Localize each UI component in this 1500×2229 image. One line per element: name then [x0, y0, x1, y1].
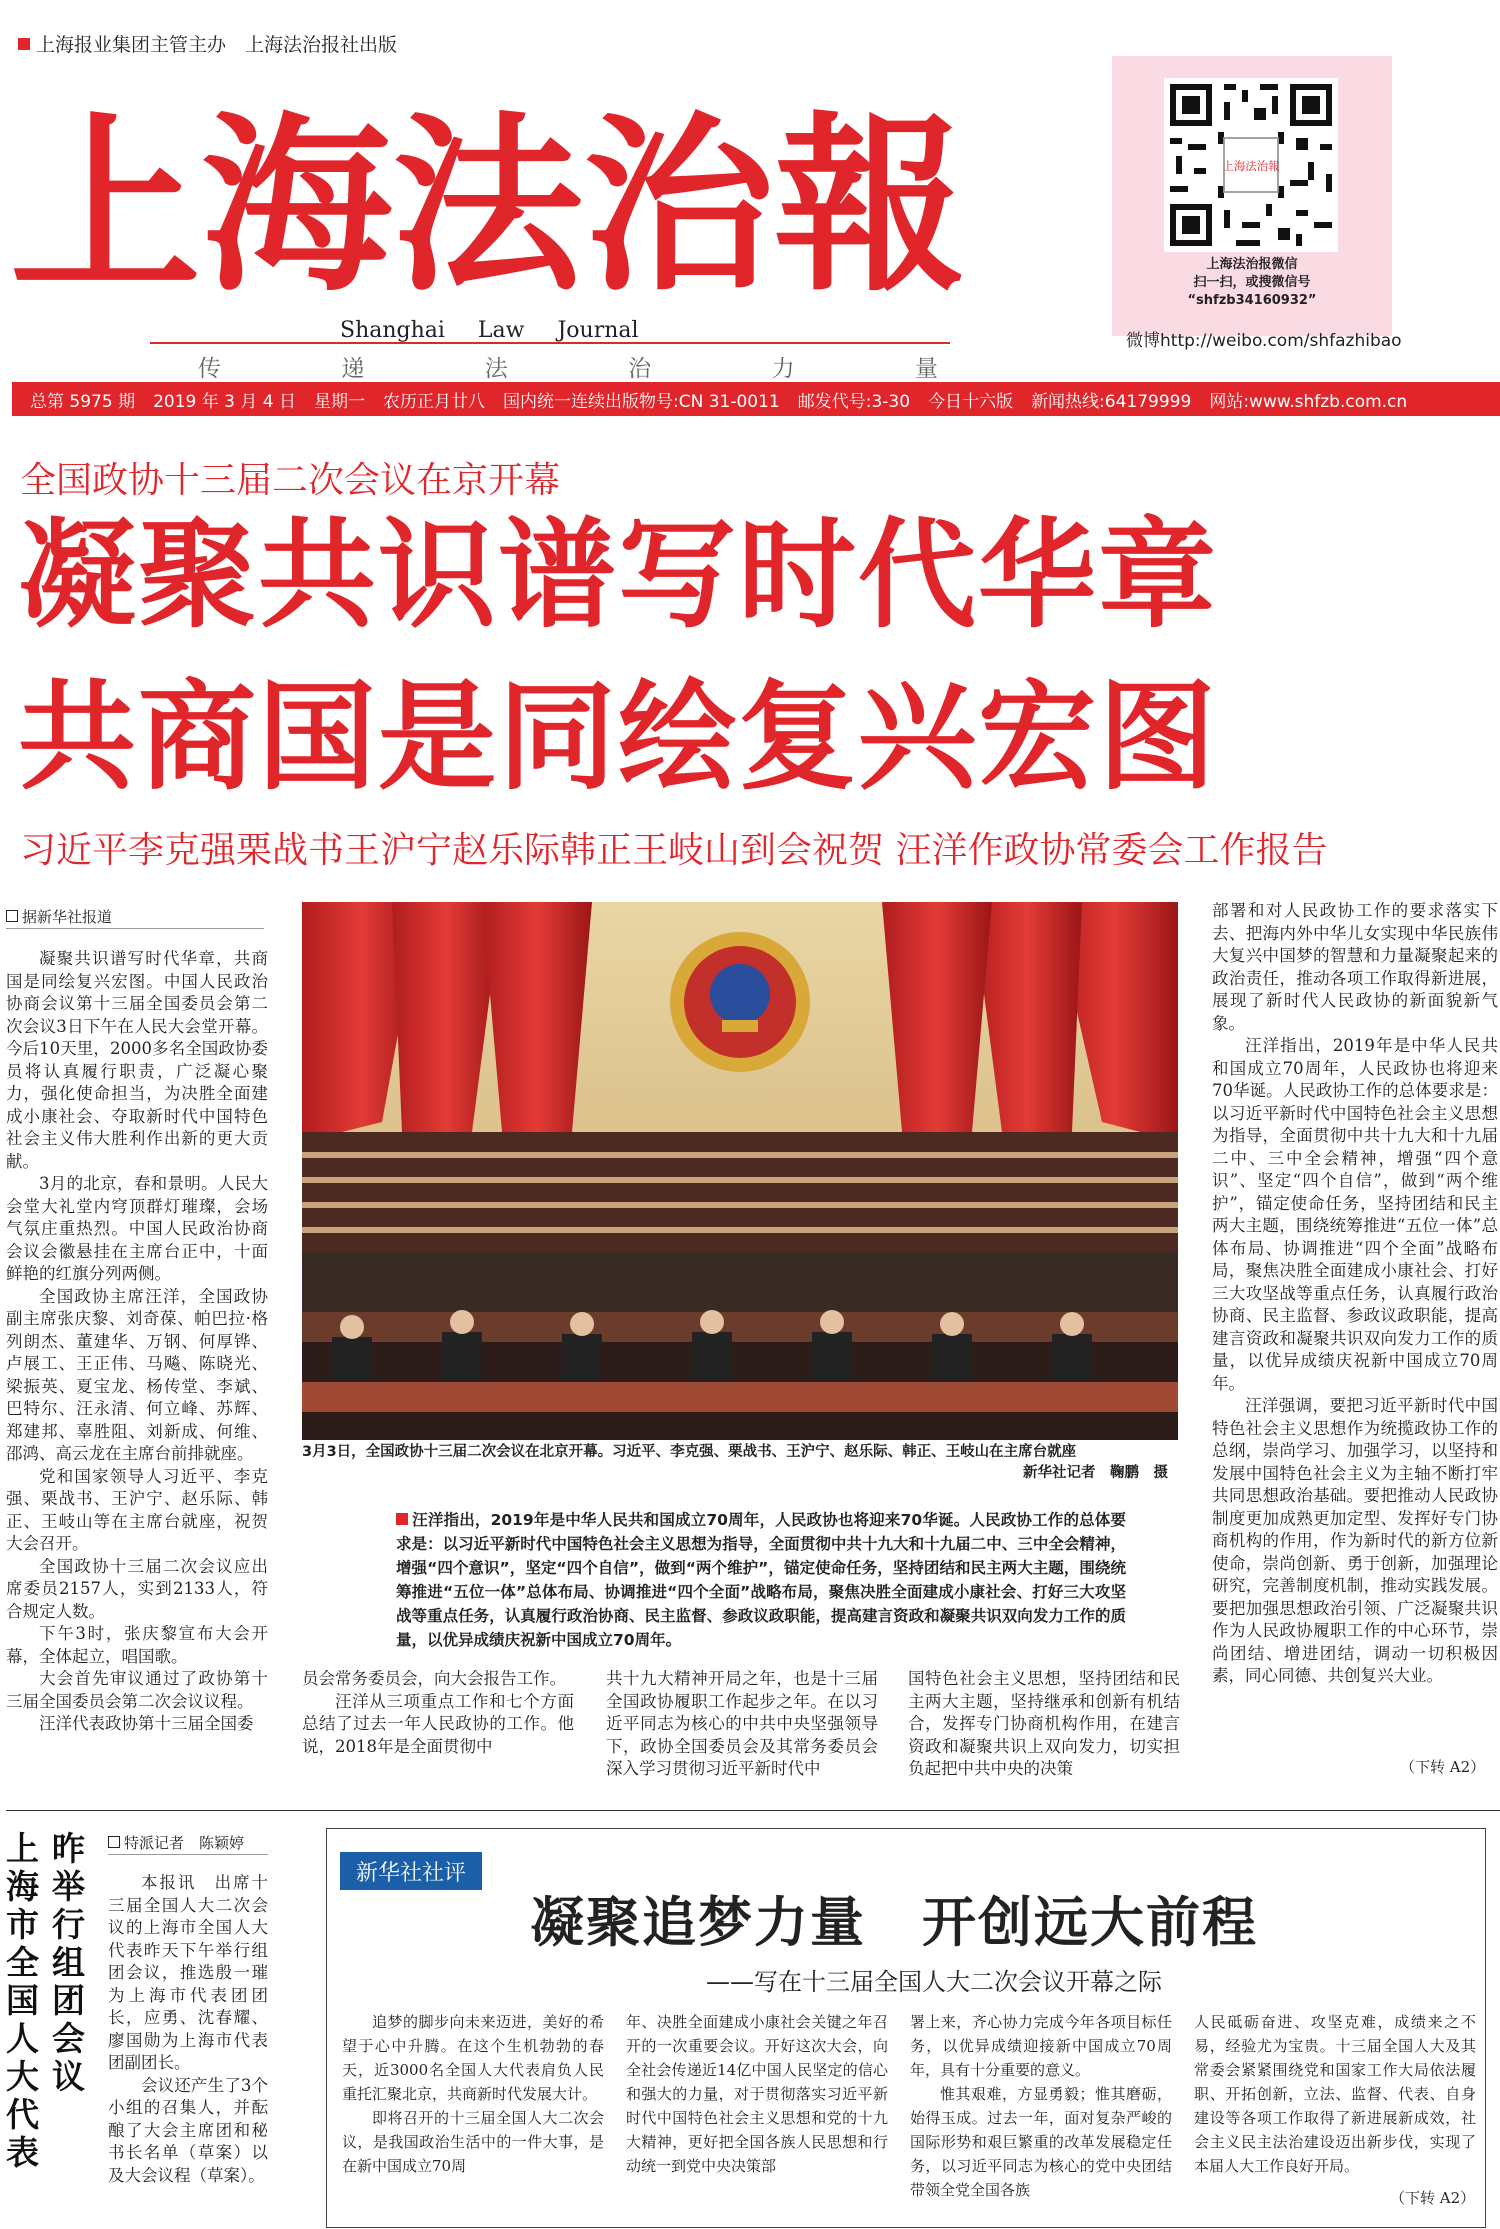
lead-column-2: 员会常务委员会，向大会报告工作。 汪洋从三项重点工作和七个方面总结了过去一年人民政协的工作。他说，2018年是全面贯彻中 [302, 1669, 574, 1756]
weibo-link[interactable]: 微博http://weibo.com/shfazhibao [1126, 331, 1402, 351]
lead-kicker: 全国政协十三届二次会议在京开幕 [20, 460, 561, 501]
section-divider [6, 1810, 1500, 1811]
publisher-line: 上海报业集团主管主办 上海法治报社出版 [18, 30, 397, 57]
qr-caption: 上海法治报微信 扫一扫，或搜微信号 “shfzb34160932” [1187, 257, 1317, 308]
lead-headline-1[interactable]: 凝聚共识谱写时代华章 [18, 506, 1219, 644]
qr-code-icon[interactable] [1164, 78, 1338, 252]
editorial-subtitle: ——写在十三届全国人大二次会议开幕之际 [706, 1968, 1162, 1996]
side-story-body: 本报讯 出席十三届全国人大二次会议的上海市全国人大代表昨天下午举行组团会议，推选殷一璀为上海市代表团团长，应勇、沈春耀、廖国勋为上海市代表团副团长。 会议还产生了3个小组的召集人，并酝酿了大会主席团和秘书长名单（草案）以及大会议程（草案）。 [108, 1873, 268, 2185]
side-story-byline: 特派记者 陈颖婷 [108, 1832, 244, 1853]
red-square-icon [18, 38, 30, 50]
continued-note: （下转 A2） [1400, 1758, 1486, 1776]
lead-column-3: 共十九大精神开局之年，也是十三届全国政协履职工作起步之年。在以习近平同志为核心的中共中央坚强领导下，政协全国委员会及其常务委员会深入学习贯彻习近平新时代中 [606, 1669, 878, 1778]
editorial-column-1: 追梦的脚步向未来迈进，美好的希望于心中升腾。在这个生机勃勃的春天，近3000名全国人大代表肩负人民重托汇聚北京，共商新时代发展大计。 即将召开的十三届全国人大二次会议，是我国政治生活中的一件大事，是在新中国成立70周 [342, 2013, 604, 2175]
lead-subheadline: 习近平李克强栗战书王沪宁赵乐际韩正王岐山到会祝贺 汪洋作政协常委会工作报告 [20, 830, 1328, 871]
qr-logo-text: 上海法治報 [1222, 158, 1280, 173]
side-story-title-1[interactable]: 昨举行组团会议 [52, 1829, 85, 2096]
box-icon [6, 910, 18, 922]
photo-caption: 3月3日，全国政协十三届二次会议在北京开幕。习近平、李克强、栗战书、王沪宁、赵乐际、韩正、王岐山在主席台就座 新华社记者 鞠鹏 摄 [302, 1442, 1178, 1484]
lead-photo[interactable] [302, 902, 1178, 1440]
website-link[interactable]: 网站:www.shfzb.com.cn [1209, 391, 1408, 412]
byline: 据新华社报道 [6, 906, 112, 927]
lead-column-1: 凝聚共识谱写时代华章，共商国是同绘复兴宏图。中国人民政治协商会议第十三届全国委员会第二次会议3日下午在人民大会堂开幕。今后10天里，2000多名全国政协委员将认真履行职责，广泛凝心聚力，强化使命担当，为决胜全面建成小康社会、夺取新时代中国特色社会主义伟大胜利作出新的更大贡献。 3月的北京，春和景明。人民大会堂大礼堂内穹顶群灯璀璨，会场气氛庄重热烈。中国人民政治协商会议会徽悬挂在主席台正中，十面鲜艳的红旗分列两侧。 全国政协主席汪洋，全国政协副主席张庆黎、刘奇葆、帕巴拉·格列朗杰、董建华、万钢、何厚铧、卢展工、王正伟、马飚、陈晓光、梁振英、夏宝龙、杨传堂、李斌、巴特尔、汪永清、何立峰、苏辉、郑建邦、辜胜阻、刘新成、何维、邵鸿、高云龙在主席台前排就座。 党和国家领导人习近平、李克强、栗战书、王沪宁、赵乐际、韩正、王岐山等在主席台就座，祝贺大会召开。 全国政协十三届二次会议应出席委员2157人，实到2133人，符合规定人数。 下午3时，张庆黎宣布大会开幕，全体起立，唱国歌。 大会首先审议通过了政协第十三届全国委员会第二次会议议程。 汪洋代表政协第十三届全国委 [6, 949, 268, 1733]
divider [6, 928, 264, 929]
lead-column-4: 国特色社会主义思想，坚持团结和民主两大主题，坚持继承和创新有机结合，发挥专门协商机构作用，在建言资政和凝聚共识上双向发力，切实担负起把中共中央的决策 [908, 1669, 1180, 1778]
issue-info-bar: 总第 5975 期 2019 年 3 月 4 日 星期一 农历正月廿八 国内统一连续出版物号:CN 31-0011 邮发代号:3-30 今日十六版 新闻热线:64179999 网站:www.shfzb.com.cn [12, 382, 1500, 416]
red-square-icon [396, 1513, 408, 1525]
editorial-title[interactable]: 凝聚追梦力量 开创远大前程 [530, 1891, 1258, 1954]
lead-headline-2[interactable]: 共商国是同绘复兴宏图 [18, 668, 1219, 806]
english-title: Shanghai Law Journal [340, 318, 639, 343]
divider [108, 1854, 268, 1855]
editorial-tag: 新华社社评 [340, 1852, 482, 1890]
masthead-logo [10, 72, 970, 312]
masthead-title: 上海法治報 [10, 94, 965, 312]
editorial-column-3: 署上来，齐心协力完成今年各项目标任务，以优异成绩迎接新中国成立70周年，具有十分重要的意义。 惟其艰难，方显勇毅；惟其磨砺，始得玉成。过去一年，面对复杂严峻的国际形势和艰巨繁重的改革发展稳定任务，以习近平同志为核心的党中央团结带领全党全国各族 [910, 2013, 1172, 2199]
editorial-column-2: 年、决胜全面建成小康社会关键之年召开的一次重要会议。开好这次大会，向全社会传递近14亿中国人民坚定的信心和强大的力量，对于贯彻落实习近平新时代中国特色社会主义思想和党的十九大精神，更好把全国各族人民思想和行动统一到党中央决策部 [626, 2013, 888, 2175]
photo-credit: 新华社记者 鞠鹏 摄 [1023, 1465, 1168, 1481]
editorial-continued: （下转 A2） [1390, 2189, 1476, 2207]
conference-hall-illustration [302, 902, 1178, 1440]
editorial-column-4: 人民砥砺奋进、攻坚克难，成绩来之不易，经验尤为宝贵。十三届全国人大及其常委会紧紧围绕党和国家工作大局依法履职、开拓创新，立法、监督、代表、自身建设等各项工作取得了新进展新成效，社会主义民主法治建设迈出新步伐，实现了本届人大工作良好开局。 [1194, 2013, 1476, 2175]
box-icon [108, 1836, 120, 1848]
lead-summary: 汪洋指出，2019年是中华人民共和国成立70周年，人民政协也将迎来70华诞。人民政协工作的总体要求是：以习近平新时代中国特色社会主义思想为指导，全面贯彻中共十九大和十九届二中、三中全会精神，增强“四个意识”，坚定“四个自信”，做到“两个维护”，锚定使命任务，坚持团结和民主两大主题，围绕统筹推进“五位一体”总体布局、协调推进“四个全面”战略布局，聚焦决胜全面建成小康社会、打好三大攻坚战等重点任务，认真履行政治协商、民主监督、参政议政职能，提高建言资政和凝聚共识双向发力工作的质量，以优异成绩庆祝新中国成立70周年。 [396, 1511, 1126, 1649]
slogan: 传 递 法 治 力 量 [198, 356, 938, 382]
wechat-qr-panel [1112, 56, 1392, 336]
lead-column-5: 部署和对人民政协工作的要求落实下去、把海内外中华儿女实现中华民族伟大复兴中国梦的智慧和力量凝聚起来的政治责任，推动各项工作取得新进展，展现了新时代人民政协的新面貌新气象。 汪洋指出，2019年是中华人民共和国成立70周年，人民政协也将迎来70华诞。人民政协工作的总体要求是：以习近平新时代中国特色社会主义思想为指导，全面贯彻中共十九大和十九届二中、三中全会精神，增强“四个意识”、坚定“四个自信”，做到“两个维护”，锚定使命任务，坚持团结和民主两大主题，围绕统筹推进“五位一体”总体布局、协调推进“四个全面”战略布局，聚焦决胜全面建成小康社会、打好三大攻坚战等重点任务，认真履行政治协商、民主监督、参政议政职能，提高建言资政和凝聚共识双向发力工作的质量，以优异成绩庆祝新中国成立70周年。 汪洋强调，要把习近平新时代中国特色社会主义思想作为统揽政协工作的总纲，崇尚学习、加强学习，以坚持和发展中国特色社会主义为主轴不断打牢共同思想政治基础。要把推动人民政协制度更加成熟更加定型、发挥好专门协商机构的作用，作为新时代的新方位新使命，崇尚创新、勇于创新，加强理论研究，完善制度机制，推动实践发展。要把加强思想政治引领、广泛凝聚共识作为人民政协履职工作的中心环节，崇尚团结、增进团结，调动一切积极因素，同心同德、共创复兴大业。 [1212, 901, 1498, 1685]
side-story-title-2[interactable]: 上海市全国人大代表 [6, 1829, 39, 2172]
